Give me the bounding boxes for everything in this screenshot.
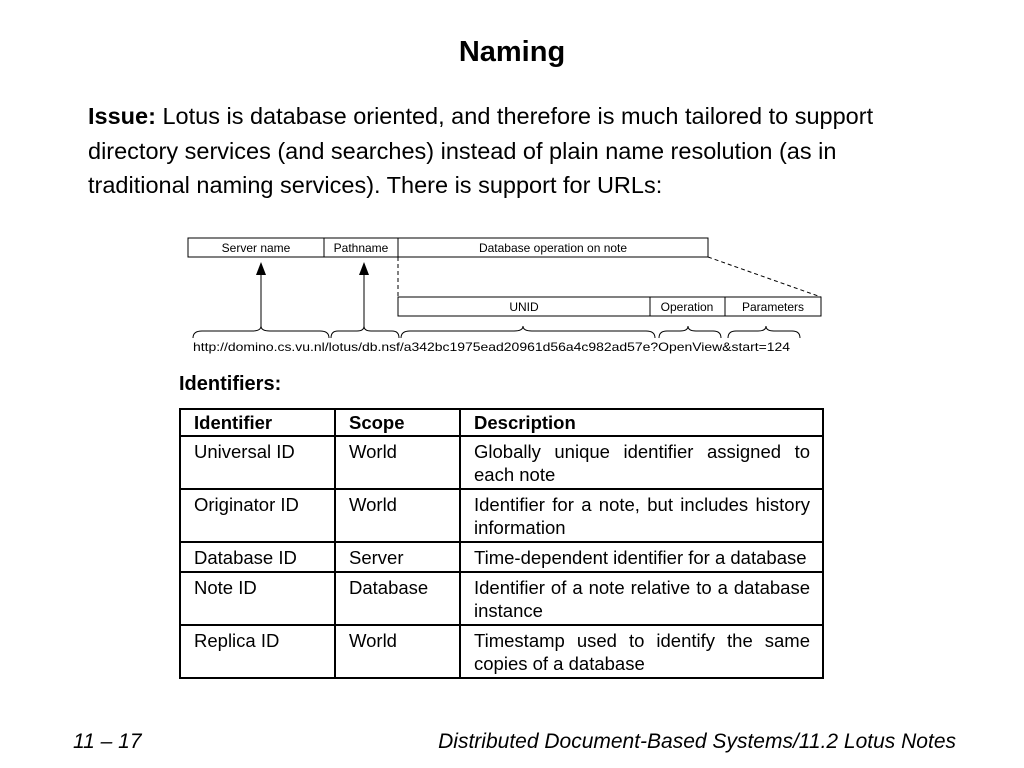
scope-cell: World [335, 489, 460, 542]
column-header-identifier: Identifier [180, 409, 335, 436]
path-brace [331, 326, 399, 338]
column-header-scope: Scope [335, 409, 460, 436]
operation-brace [659, 326, 721, 338]
unid-label: UNID [509, 300, 539, 314]
table-row [180, 572, 823, 625]
slide-title: Naming [458, 36, 566, 68]
identifier-cell: Database ID [180, 542, 335, 572]
identifier-cell: Note ID [180, 572, 335, 625]
table-row [180, 489, 823, 542]
parameters-label: Parameters [741, 300, 805, 314]
unid-brace [401, 326, 655, 338]
description-cell: Identifier for a note, but includes history information [460, 489, 823, 542]
identifiers-table [179, 408, 824, 679]
table-row [180, 542, 823, 572]
identifier-cell: Originator ID [180, 489, 335, 542]
scope-cell: Database [335, 572, 460, 625]
slide-number: 11 – 17 [73, 730, 142, 753]
example-url: http://domino.cs.vu.nl/lotus/db.nsf/a342bc1975ead20961d56a4c982ad57e?OpenView&start=124 [193, 340, 791, 354]
description-cell: Globally unique identifier assigned to each note [460, 436, 823, 489]
table-header-row [180, 409, 823, 436]
server-brace [193, 326, 329, 338]
identifier-cell: Universal ID [180, 436, 335, 489]
url-structure-diagram [180, 230, 830, 360]
expansion-line-right [708, 257, 821, 297]
scope-cell: Server [335, 542, 460, 572]
issue-paragraph [88, 99, 928, 203]
identifiers-heading: Identifiers: [179, 373, 282, 395]
issue-text: Lotus is database oriented, and therefore is much tailored to support directory services (and searches) instead of plain name resolution (as in traditional naming services). There is support for URLs: [88, 103, 874, 198]
description-cell: Identifier of a note relative to a database instance [460, 572, 823, 625]
description-cell: Time-dependent identifier for a database [460, 542, 823, 572]
database-operation-label: Database operation on note [478, 241, 628, 255]
parameters-brace [728, 326, 800, 338]
path-arrowhead [359, 262, 369, 275]
footer-section-title: Distributed Document-Based Systems/11.2 Lotus Notes [438, 730, 956, 753]
scope-cell: World [335, 436, 460, 489]
identifier-cell: Replica ID [180, 625, 335, 678]
server-name-label: Server name [221, 241, 291, 255]
column-header-description: Description [460, 409, 823, 436]
scope-cell: World [335, 625, 460, 678]
operation-label: Operation [660, 300, 714, 314]
issue-label: Issue: [88, 103, 156, 129]
pathname-label: Pathname [333, 241, 389, 255]
server-arrowhead [256, 262, 266, 275]
table-row [180, 436, 823, 489]
description-cell: Timestamp used to identify the same copies of a database [460, 625, 823, 678]
table-row [180, 625, 823, 678]
